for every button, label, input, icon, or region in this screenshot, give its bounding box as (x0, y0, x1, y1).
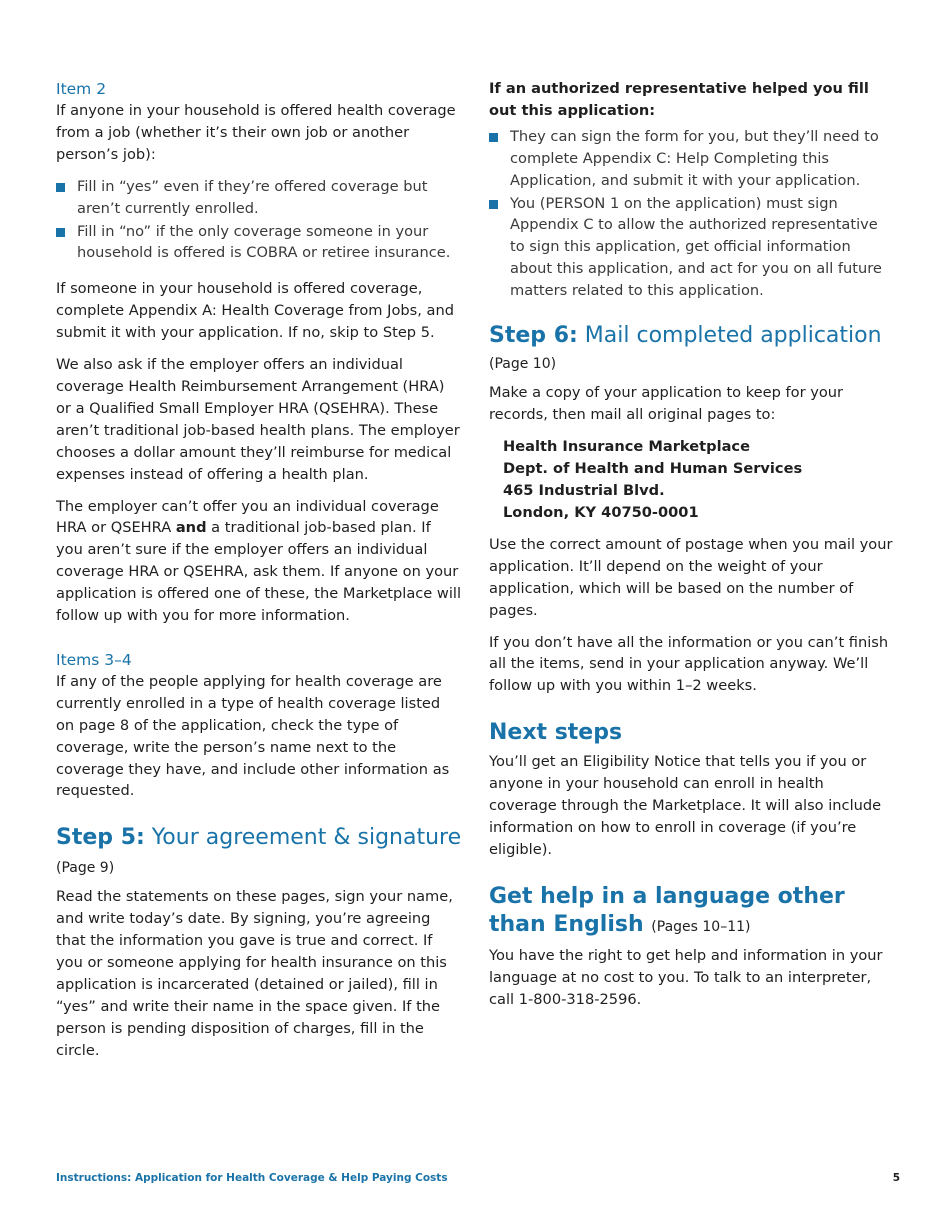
item2-intro: If anyone in your household is offered health coverage from a job (whether it’s their own job or another person’s job): (56, 102, 456, 163)
address-line: 465 Industrial Blvd. (503, 481, 665, 499)
item2-heading: Item 2 (56, 80, 107, 98)
language-page-ref: (Pages 10–11) (651, 918, 751, 935)
address-line: London, KY 40750-0001 (503, 503, 699, 521)
square-bullet-icon (56, 183, 65, 192)
step6-paragraph: If you don’t have all the information or you can’t finish all the items, send in your application anyway. We’ll follow up with you within 1–2 weeks. (489, 633, 889, 695)
square-bullet-icon (56, 228, 65, 237)
step6-heading: Step 6: Mail completed application (489, 323, 882, 349)
items34-heading: Items 3–4 (56, 650, 132, 669)
step6-paragraph: Use the correct amount of postage when you mail your application. It’ll depend on the weight of your application, which will be based on the number of pages. (489, 535, 893, 619)
right-column (489, 78, 896, 1020)
list-item: Fill in “no” if the only coverage someone in your household is offered is COBRA or retiree insurance. (56, 221, 462, 265)
step5-heading: Step 5: Your agreement & signature (Page 9) (56, 825, 462, 877)
page-number: 5 (892, 1172, 900, 1184)
item2-paragraph: The employer can’t offer you an individual coverage HRA or QSEHRA and a traditional job-based plan. If you aren’t sure if the employer offers an individual coverage HRA or QSEHRA, ask them. If anyone on your application is offered one of these, the Marketplace will follow up with you for more information. (56, 497, 462, 625)
list-item: Fill in “yes” even if they’re offered coverage but aren’t currently enrolled. (56, 176, 462, 220)
next-steps-heading: Next steps (489, 720, 623, 746)
step5-page-ref: (Page 9) (56, 860, 115, 877)
items34-paragraph: If any of the people applying for health coverage are currently enrolled in a type of health coverage listed on page 8 of the application, check the type of coverage, write the person’s name next to the coverage they have, and include other information as requested. (56, 672, 450, 800)
list-item: You (PERSON 1 on the application) must sign Appendix C to allow the authorized representative to sign this application, get official information about this application, and act for you on all future matters related to this application. (489, 193, 896, 303)
mailing-address (503, 436, 896, 524)
step5-paragraph: Read the statements on these pages, sign your name, and write today’s date. By signing, you’re agreeing that the information you gave is true and correct. If you or someone applying for health insurance on this application is incarcerated (detained or jailed), fill in “yes” and write their name in the space given. If the person is pending disposition of charges, fill in the circle. (56, 888, 453, 1059)
step6-intro: Make a copy of your application to keep for your records, then mail all original pages to: (489, 384, 844, 423)
left-column (56, 78, 462, 1072)
address-line: Health Insurance Marketplace (503, 437, 750, 455)
square-bullet-icon (489, 200, 498, 209)
item2-paragraph: If someone in your household is offered coverage, complete Appendix A: Health Coverage from Jobs, and submit it with your application. If no, skip to Step 5. (56, 280, 454, 342)
footer-title: Instructions: Application for Health Coverage & Help Paying Costs (56, 1172, 448, 1184)
address-line: Dept. of Health and Human Services (503, 459, 803, 477)
language-help-paragraph: You have the right to get help and information in your language at no cost to you. To talk to an interpreter, call 1-800-318-2596. (489, 946, 883, 1008)
list-item: They can sign the form for you, but they’ll need to complete Appendix C: Help Completing this Application, and submit it with your application. (489, 126, 896, 192)
item2-paragraph: We also ask if the employer offers an individual coverage Health Reimbursement Arrangement (HRA) or a Qualified Small Employer HRA (QSEHRA). These aren’t traditional job-based health plans. The employer chooses a dollar amount they’ll reimburse for medical expenses instead of offering a health plan. (56, 356, 460, 483)
language-help-heading: Get help in a language other than English (Pages 10–11) (489, 883, 845, 937)
next-steps-paragraph: You’ll get an Eligibility Notice that tells you if you or anyone in your household can enroll in health coverage through the Marketplace. It will also include information on how to enroll in coverage (if you’re eligible). (489, 753, 882, 858)
item2-bullet-list (56, 176, 462, 265)
square-bullet-icon (489, 133, 498, 142)
rep-bullet-list (489, 126, 896, 302)
rep-question: If an authorized representative helped you fill out this application: (489, 80, 869, 119)
step6-page-ref: (Page 10) (489, 356, 557, 373)
